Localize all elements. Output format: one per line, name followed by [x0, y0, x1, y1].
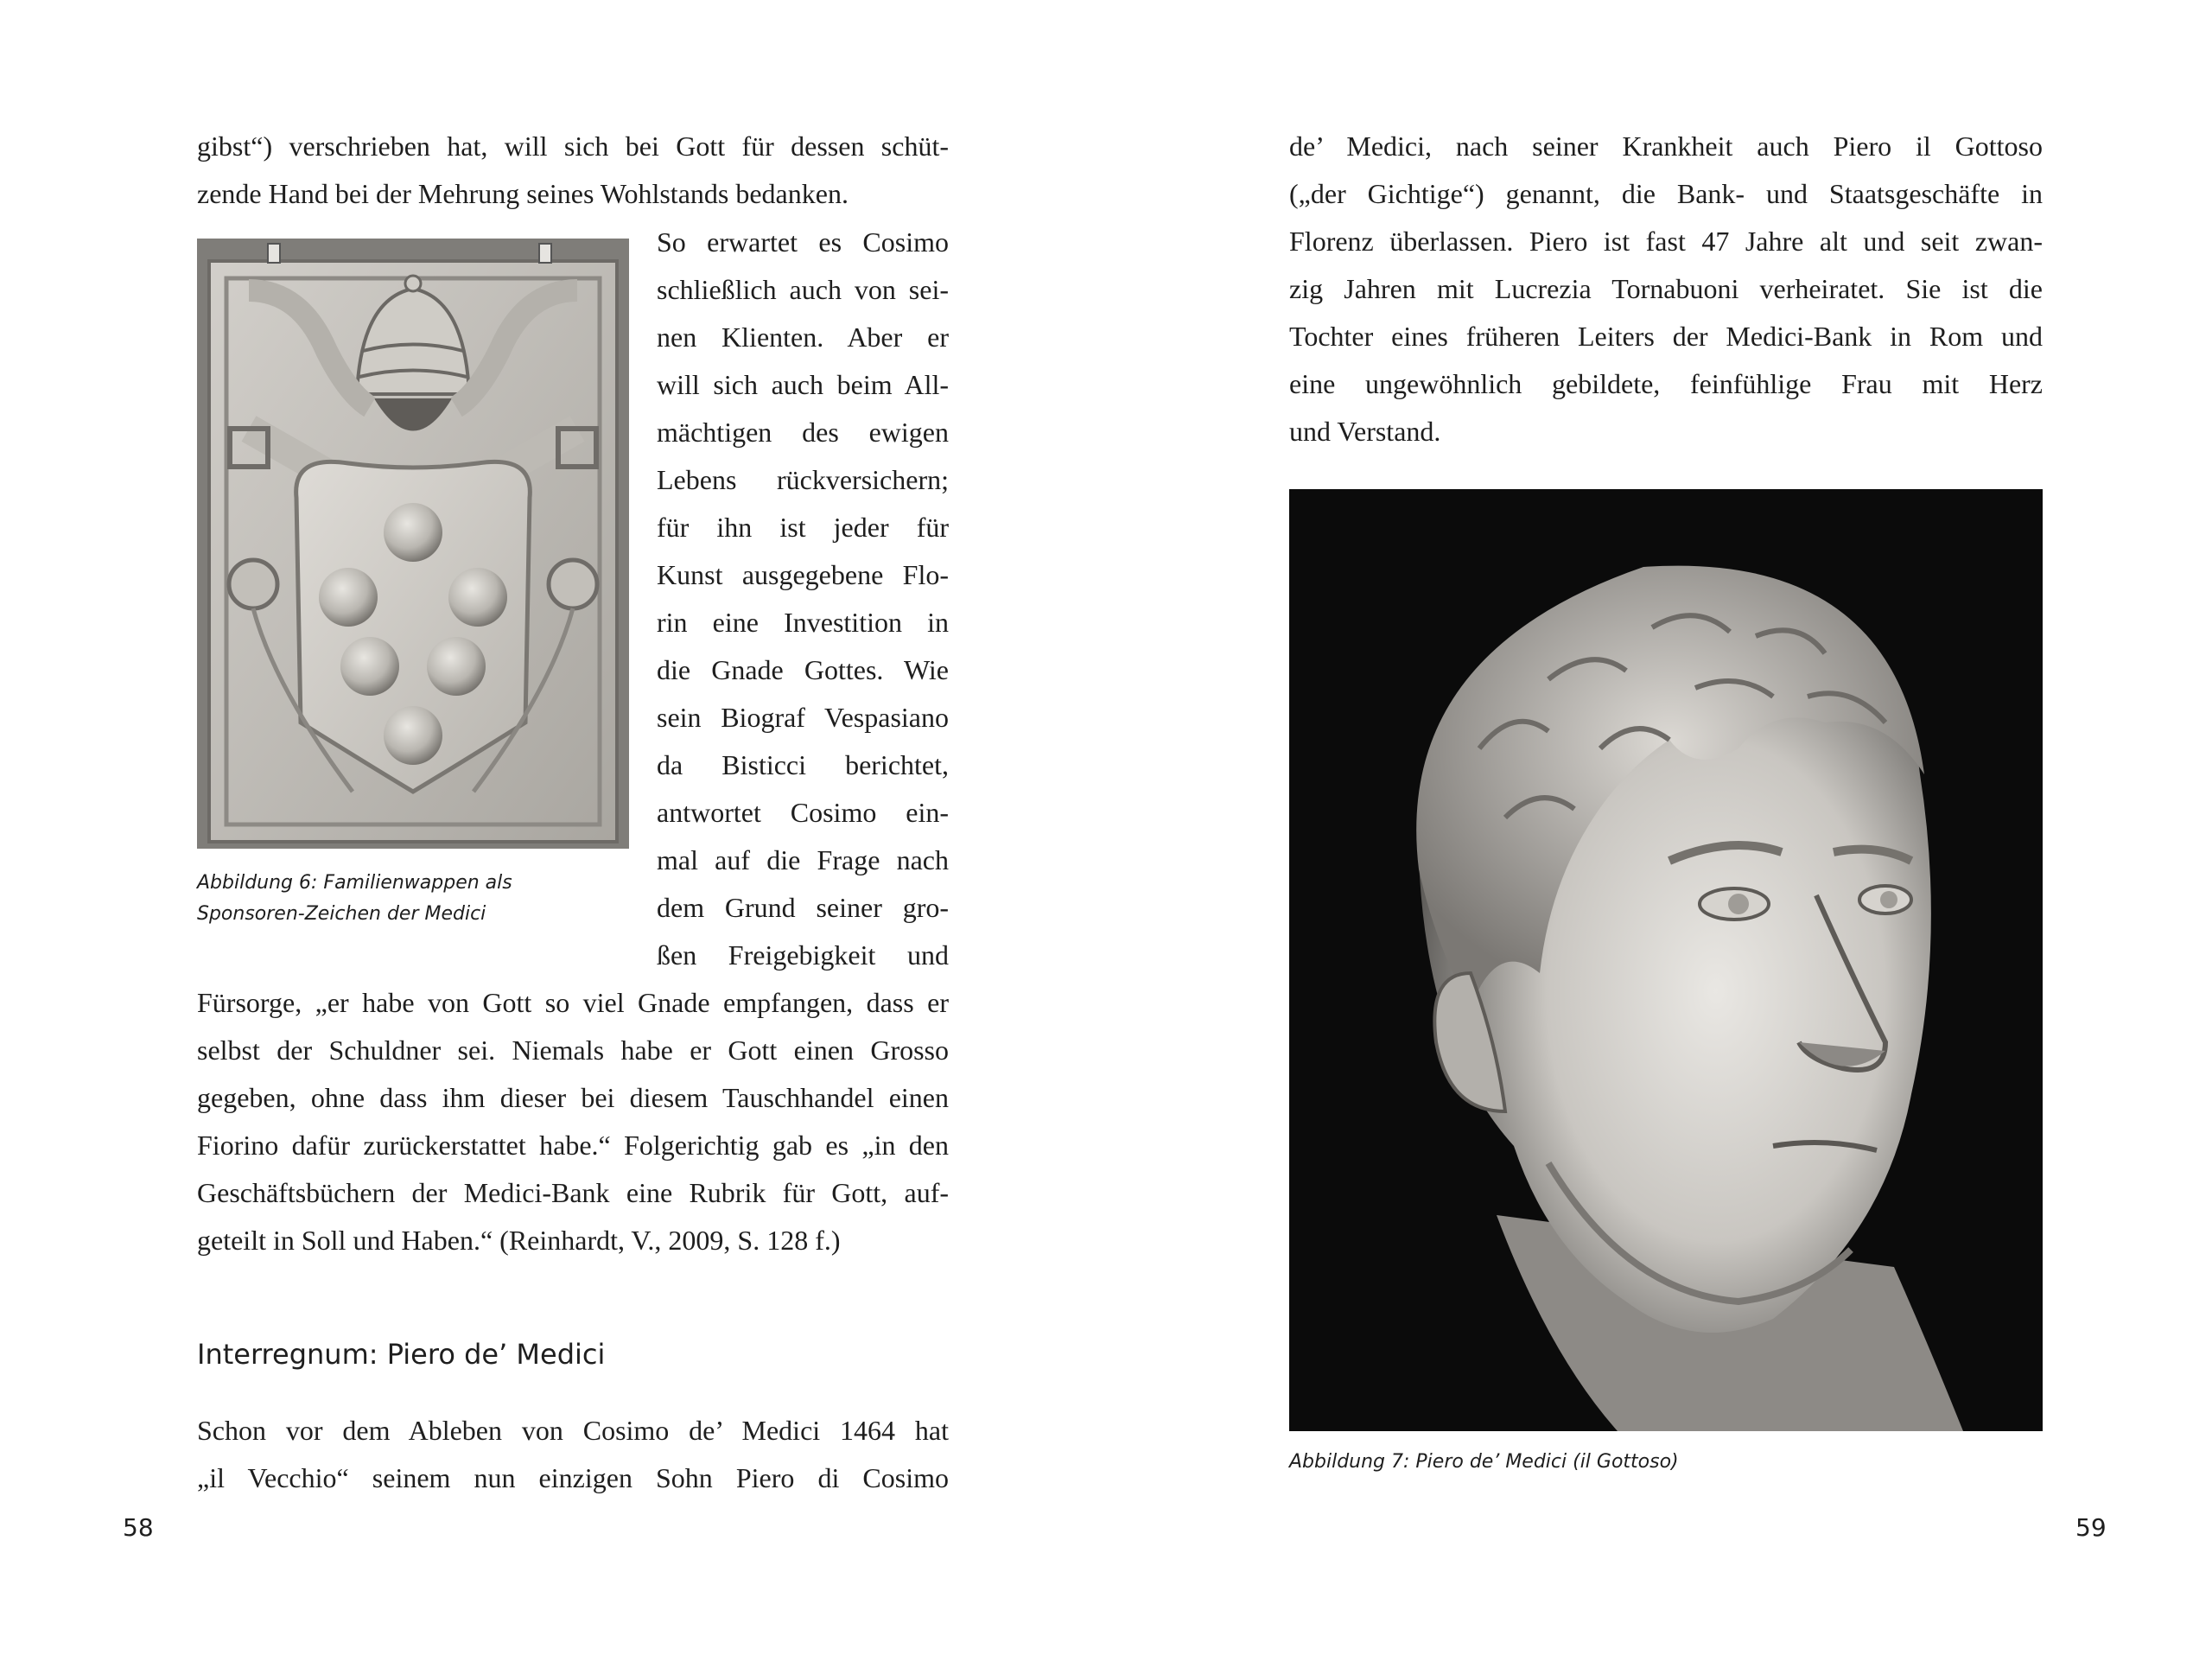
body-line: „il Vecchio“ seinem nun einzigen Sohn Piero di Cosimo	[197, 1462, 949, 1493]
figure-caption-7: Abbildung 7: Piero de’ Medici (il Gottoso)	[1289, 1451, 1679, 1473]
piero-de-medici-bust-image	[1289, 489, 2043, 1431]
body-line: rin eine Investition in	[657, 607, 949, 638]
body-line: dem Grund seiner gro-	[657, 892, 949, 923]
body-line: Tochter eines früheren Leiters der Medici-Bank in Rom und	[1289, 321, 2043, 352]
body-line: da Bisticci berichtet,	[657, 749, 949, 780]
body-line: will sich auch beim All-	[657, 369, 949, 400]
body-line: Geschäftsbüchern der Medici-Bank eine Rubrik für Gott, auf-	[197, 1177, 949, 1208]
body-line: gegeben, ohne dass ihm dieser bei diesem Tauschhandel einen	[197, 1082, 949, 1113]
body-line: die Gnade Gottes. Wie	[657, 654, 949, 685]
body-line: schließlich auch von sei-	[657, 274, 949, 305]
body-line: gibst“) verschrieben hat, will sich bei Gott für dessen schüt-	[197, 130, 949, 162]
body-line: Fürsorge, „er habe von Gott so viel Gnade empfangen, dass er	[197, 987, 949, 1018]
body-line: zende Hand bei der Mehrung seines Wohlstands bedanken.	[197, 178, 849, 209]
body-line: Schon vor dem Ableben von Cosimo de’ Medici 1464 hat	[197, 1415, 949, 1446]
body-line: mal auf die Frage nach	[657, 844, 949, 875]
body-line: selbst der Schuldner sei. Niemals habe er Gott einen Grosso	[197, 1034, 949, 1066]
section-heading: Interregnum: Piero de’ Medici	[197, 1338, 606, 1371]
body-line: eine ungewöhnlich gebildete, feinfühlige Frau mit Herz	[1289, 368, 2043, 399]
body-line: sein Biograf Vespasiano	[657, 702, 949, 733]
page-number: 59	[2075, 1513, 2107, 1542]
body-line: zig Jahren mit Lucrezia Tornabuoni verheiratet. Sie ist die	[1289, 273, 2043, 304]
body-line: Lebens rückversichern;	[657, 464, 949, 495]
page-number: 58	[123, 1513, 154, 1542]
figure-caption-6: Abbildung 6: Familienwappen als	[197, 872, 512, 894]
body-line: Fiorino dafür zurückerstattet habe.“ Folgerichtig gab es „in den	[197, 1130, 949, 1161]
body-line: ßen Freigebigkeit und	[657, 939, 949, 971]
body-line: („der Gichtige“) genannt, die Bank- und Staatsgeschäfte in	[1289, 178, 2043, 209]
figure-caption-6: Sponsoren-Zeichen der Medici	[197, 903, 486, 925]
body-line: und Verstand.	[1289, 416, 1441, 447]
body-line: geteilt in Soll und Haben.“ (Reinhardt, V., 2009, S. 128 f.)	[197, 1225, 841, 1256]
medici-coat-of-arms-image	[197, 239, 629, 849]
body-line: Kunst ausgegebene Flo-	[657, 559, 949, 590]
body-line: de’ Medici, nach seiner Krankheit auch Piero il Gottoso	[1289, 130, 2043, 162]
body-line: für ihn ist jeder für	[657, 512, 949, 543]
body-line: Florenz überlassen. Piero ist fast 47 Jahre alt und seit zwan-	[1289, 226, 2043, 257]
body-line: antwortet Cosimo ein-	[657, 797, 949, 828]
body-line: mächtigen des ewigen	[657, 417, 949, 448]
body-line: nen Klienten. Aber er	[657, 321, 949, 353]
right-page	[1106, 0, 2212, 1655]
body-line: So erwartet es Cosimo	[657, 226, 949, 258]
